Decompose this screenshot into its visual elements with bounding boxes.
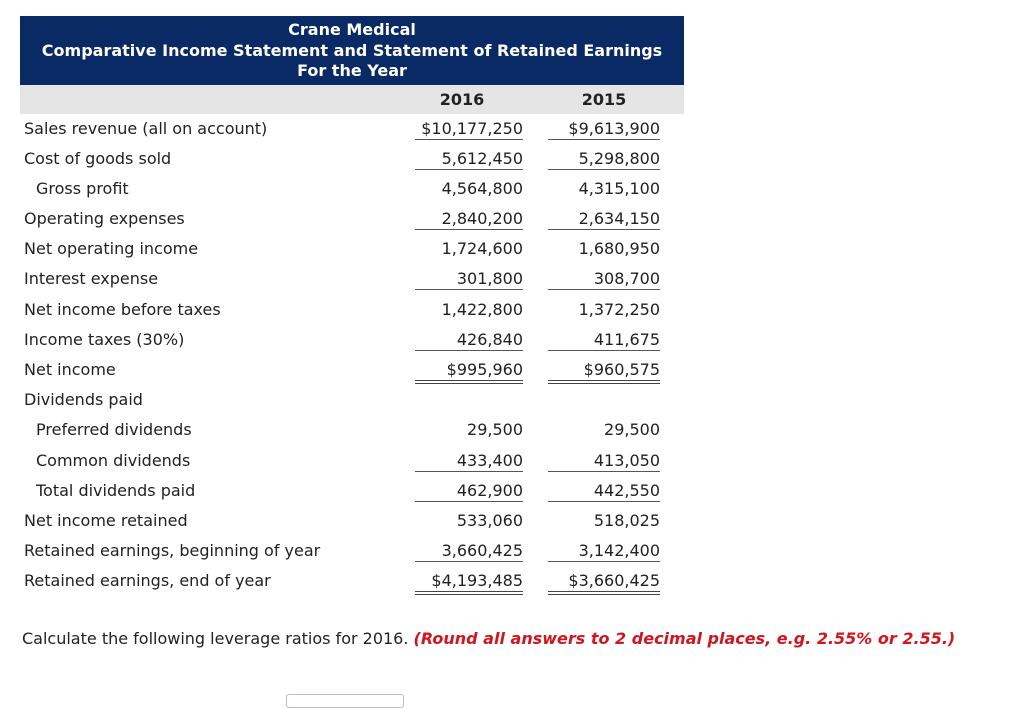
value-2015: 3,142,400 bbox=[548, 541, 660, 562]
row-label: Operating expenses bbox=[24, 209, 185, 229]
column-2015-header: 2015 bbox=[581, 89, 627, 109]
value-2015: $3,660,425 bbox=[548, 571, 660, 595]
column-2016-header: 2016 bbox=[439, 89, 485, 109]
value-2015: 411,675 bbox=[548, 330, 660, 351]
row-label: Income taxes (30%) bbox=[24, 329, 185, 349]
value-2016: 426,840 bbox=[415, 330, 523, 351]
table-row bbox=[20, 415, 684, 445]
value-2016: 462,900 bbox=[415, 481, 523, 502]
value-2016: $4,193,485 bbox=[415, 571, 523, 595]
value-2015: 308,700 bbox=[548, 269, 660, 290]
value-2015: 413,050 bbox=[548, 451, 660, 472]
question-text: Calculate the following leverage ratios for 2016. bbox=[22, 629, 409, 648]
value-2015: 1,372,250 bbox=[578, 299, 660, 319]
row-label: Gross profit bbox=[36, 178, 129, 198]
table-row bbox=[20, 476, 684, 506]
income-statement-table bbox=[20, 16, 684, 597]
value-2015: 518,025 bbox=[593, 510, 660, 530]
value-2016: 1,724,600 bbox=[441, 239, 523, 259]
table-row bbox=[20, 204, 684, 234]
value-2016: 533,060 bbox=[456, 510, 523, 530]
question-prompt bbox=[22, 628, 982, 650]
table-row bbox=[20, 234, 684, 264]
table-row bbox=[20, 536, 684, 566]
row-label: Sales revenue (all on account) bbox=[24, 118, 268, 138]
value-2016: 301,800 bbox=[415, 269, 523, 290]
table-row bbox=[20, 264, 684, 294]
row-label: Interest expense bbox=[24, 269, 159, 289]
company-name: Crane Medical bbox=[288, 20, 416, 39]
row-label: Cost of goods sold bbox=[24, 148, 172, 168]
value-2016: 3,660,425 bbox=[415, 541, 523, 562]
row-label: Net income retained bbox=[24, 510, 188, 530]
table-row bbox=[20, 566, 684, 596]
value-2016: 5,612,450 bbox=[415, 149, 523, 170]
statement-title: Comparative Income Statement and Statement of Retained Earnings bbox=[41, 40, 663, 60]
value-2015: 29,500 bbox=[604, 420, 660, 440]
statement-period: For the Year bbox=[297, 61, 407, 80]
value-2016: $995,960 bbox=[415, 360, 523, 384]
row-label: Common dividends bbox=[36, 450, 191, 470]
row-label: Retained earnings, beginning of year bbox=[24, 541, 321, 561]
value-2015: 1,680,950 bbox=[578, 239, 660, 259]
row-label: Retained earnings, end of year bbox=[24, 571, 271, 591]
row-label: Preferred dividends bbox=[36, 420, 192, 440]
value-2015: 2,634,150 bbox=[548, 209, 660, 230]
rounding-hint: (Round all answers to 2 decimal places, e.g. 2.55% or 2.55.) bbox=[413, 629, 956, 648]
value-2016: 1,422,800 bbox=[441, 299, 523, 319]
table-row bbox=[20, 114, 684, 144]
row-label: Total dividends paid bbox=[36, 480, 196, 500]
row-label: Net operating income bbox=[24, 239, 199, 259]
value-2016: $10,177,250 bbox=[415, 119, 523, 140]
row-label: Net income before taxes bbox=[24, 299, 221, 319]
value-2015: $960,575 bbox=[548, 360, 660, 384]
value-2016: 2,840,200 bbox=[415, 209, 523, 230]
value-2016: 29,500 bbox=[467, 420, 523, 440]
value-2015: 442,550 bbox=[548, 481, 660, 502]
statement-header bbox=[20, 16, 684, 85]
value-2015: $9,613,900 bbox=[548, 119, 660, 140]
row-label: Net income bbox=[24, 360, 116, 379]
table-row bbox=[20, 446, 684, 476]
value-2016: 4,564,800 bbox=[441, 178, 523, 198]
value-2016: 433,400 bbox=[415, 451, 523, 472]
column-header-row bbox=[20, 85, 684, 114]
table-row bbox=[20, 174, 684, 204]
table-row bbox=[20, 295, 684, 325]
value-2015: 5,298,800 bbox=[548, 149, 660, 170]
row-label: Dividends paid bbox=[24, 390, 143, 410]
table-row bbox=[20, 385, 684, 415]
table-row bbox=[20, 144, 684, 174]
table-row bbox=[20, 506, 684, 536]
answer-input[interactable] bbox=[286, 694, 404, 708]
table-row bbox=[20, 355, 684, 385]
value-2015: 4,315,100 bbox=[578, 178, 660, 198]
table-row bbox=[20, 325, 684, 355]
